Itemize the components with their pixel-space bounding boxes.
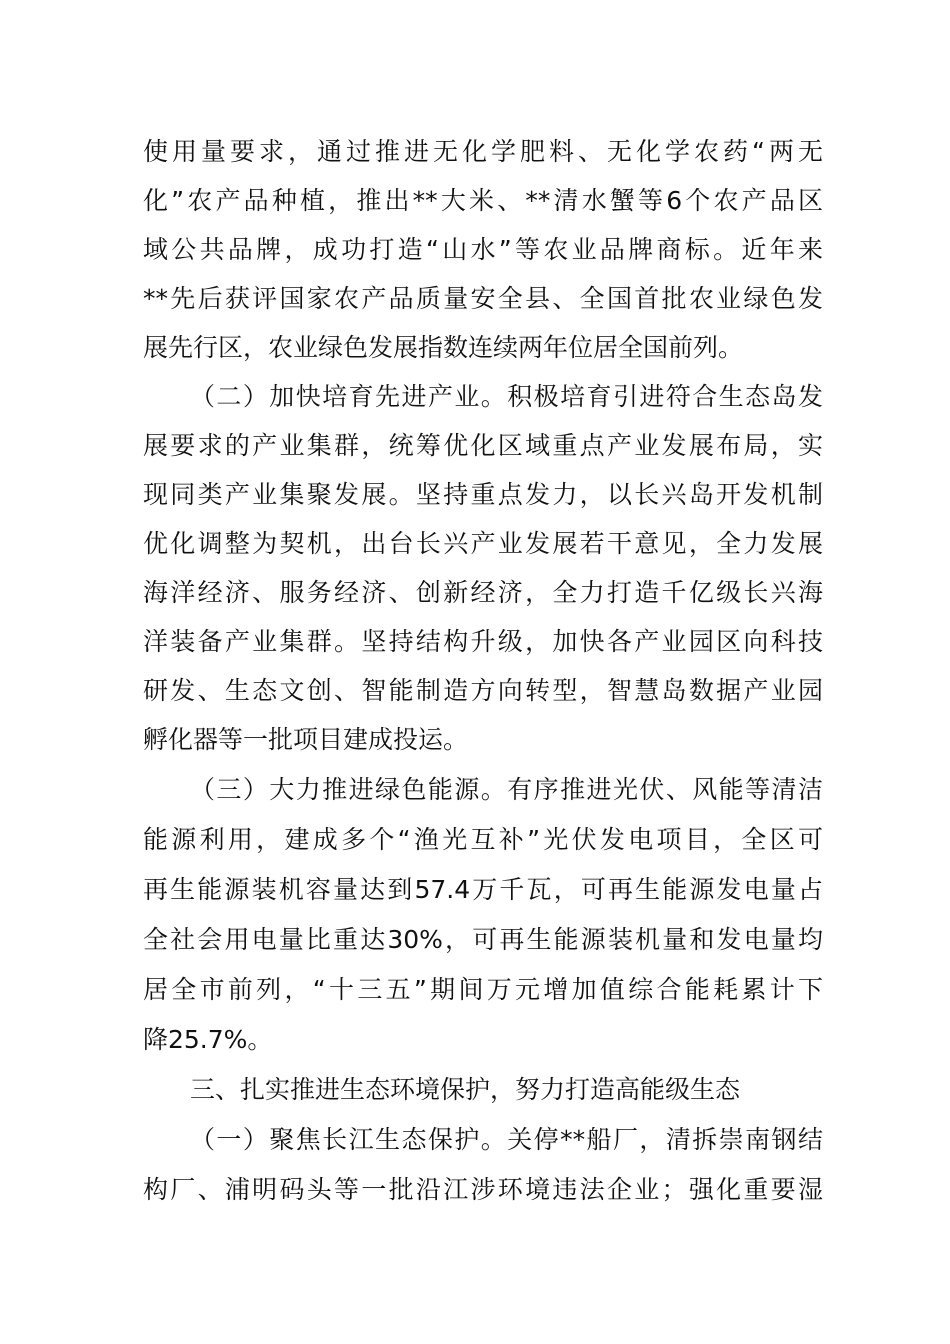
body-text-line: 孵化器等一批项目建成投运。 [143,725,469,754]
body-text-line: 域公共品牌，成功打造“山水”等农业品牌商标。近年来 [143,235,823,264]
section-paragraph-start: （二）加快培育先进产业。积极培育引进符合生态岛发 [190,382,823,411]
body-text-line: 再生能源装机容量达到57.4万千瓦，可再生能源发电量占 [143,875,823,904]
section-paragraph-start: （一）聚焦长江生态保护。关停**船厂，清拆崇南钢结 [190,1125,823,1154]
body-text-line: 现同类产业集聚发展。坚持重点发力，以长兴岛开发机制 [143,480,823,509]
body-text-line: 居全市前列，“十三五”期间万元增加值综合能耗累计下 [143,975,823,1004]
body-text-line: 能源利用，建成多个“渔光互补”光伏发电项目，全区可 [143,825,823,854]
section-heading: 三、扎实推进生态环境保护，努力打造高能级生态 [190,1075,741,1104]
body-text-line: 展要求的产业集群，统筹优化区域重点产业发展布局，实 [143,431,823,460]
body-text-line: 使用量要求，通过推进无化学肥料、无化学农药“两无 [143,137,823,166]
body-text-line: 化”农产品种植，推出**大米、**清水蟹等6个农产品区 [143,186,823,215]
body-text-line: **先后获评国家农产品质量安全县、全国首批农业绿色发 [143,284,823,313]
body-text-line: 洋装备产业集群。坚持结构升级，加快各产业园区向科技 [143,627,823,656]
body-text-line: 构厂、浦明码头等一批沿江涉环境违法企业；强化重要湿 [143,1175,823,1204]
body-text-line: 全社会用电量比重达30%，可再生能源装机量和发电量均 [143,925,823,954]
body-text-line: 降25.7%。 [143,1025,273,1054]
body-text-line: 研发、生态文创、智能制造方向转型，智慧岛数据产业园 [143,676,823,705]
body-text-line: 展先行区，农业绿色发展指数连续两年位居全国前列。 [143,333,744,362]
body-text-line: 海洋经济、服务经济、创新经济，全力打造千亿级长兴海 [143,578,823,607]
section-paragraph-start: （三）大力推进绿色能源。有序推进光伏、风能等清洁 [190,775,823,804]
body-text-line: 优化调整为契机，出台长兴产业发展若干意见，全力发展 [143,529,823,558]
